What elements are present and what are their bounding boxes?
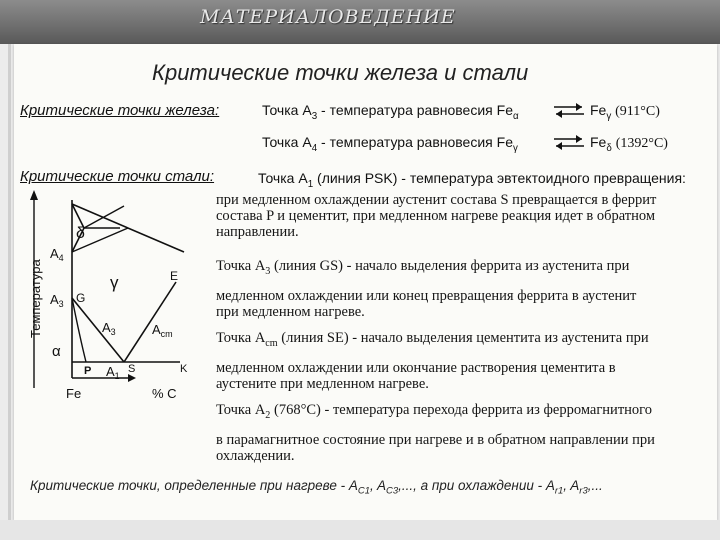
ac3: A [377,478,387,493]
footer-end: ,... [587,478,603,493]
frame-left [8,44,11,520]
k-label: K [180,363,188,375]
footer-text-2: ,..., а при охлаждении - [398,478,546,493]
para-line: охлаждении. [216,447,295,464]
alpha-label: α [52,343,61,360]
ar3: A [570,478,580,493]
delta-top-line [84,206,124,228]
para-line: в парамагнитное состояние при нагреве и в обратном направлении при [216,431,655,448]
a1-sub: 1 [307,178,314,190]
para-a2-sub: 2 [265,409,271,421]
ar1-sub: r1 [554,485,564,497]
delta-label: δ [76,225,85,242]
a3-sub: 3 [311,110,318,122]
ar1: A [545,478,555,493]
header-title: МАТЕРИАЛОВЕДЕНИЕ [200,6,456,28]
iron-a4-line [262,134,518,154]
a4-left-sub: γ [512,142,518,154]
a3-mid-label: $A_3$ [102,320,116,337]
para-a2-rest: (768°C) - температура перехода феррита из ферромагнитного [270,402,653,418]
a3-right-sub: γ [606,110,612,122]
a4-right-sub: δ [606,142,612,154]
e-label: E [170,269,179,283]
para-line: аустените при медленном нагреве. [216,375,429,392]
para-acm-sub: cm [265,337,278,349]
s-label: S [128,363,136,375]
para-a3-rest: (линия GS) - начало выделения феррита из аустенита при [270,258,630,274]
ac3-sub: C3 [386,485,399,497]
frame-bottom [0,520,720,540]
para-acm-prefix: Точка А [216,330,266,346]
steel-points-label: Критические точки стали: [20,168,215,185]
iron-a3-right [590,102,660,122]
para-a3 [216,258,636,320]
para-a3-sub: 3 [265,265,271,277]
fe-label: Fe [66,386,82,401]
para-acm [216,330,649,392]
iron-a3-line [262,102,519,122]
equilibrium-arrow-icon [552,132,586,152]
acm-label: $A_{cm}$ [152,322,173,339]
a3-text: - температура равновесия Fe [317,102,513,118]
a4-text: - температура равновесия Fe [317,134,513,150]
a3-label: $A_3$ [50,292,64,309]
para-line: медленном охлаждении или окончание растворения цементита в [216,359,616,376]
equilibrium-arrow-icon [552,100,586,120]
para-line: медленном охлаждении или конец превращения феррита в аустенит [216,287,637,304]
gs-line [72,298,124,362]
para-a2 [216,402,655,464]
iron-a4-right [590,134,668,154]
para-line: состава P и цементит, при медленном нагреве реакция идет в обратном [216,208,656,224]
para-a2-prefix: Точка А [216,402,266,418]
a3-prefix: Точка А [262,102,312,118]
a4-prefix: Точка А [262,134,312,150]
a3-temp: (911°C) [615,104,660,119]
a1-rest: (линия PSK) - температура эвтектоидного превращения: [313,170,686,186]
iron-points-label: Критические точки железа: [20,102,220,119]
para-line: при медленном нагреве. [216,303,365,320]
a4-right: Fe [590,134,607,150]
a3-right: Fe [590,102,607,118]
para-acm-rest: (линия SE) - начало выделения цементита из аустенита при [277,330,649,346]
a4-temp: (1392°C) [615,136,668,151]
slide-title: Критические точки железа и стали [152,60,529,85]
para-line: при медленном охлаждении аустенит состава S превращается в феррит [216,192,657,208]
footer-text: Критические точки, определенные при нагреве - [30,478,349,493]
a3-left-sub: α [512,110,519,122]
y-axis-arrow-icon [30,190,38,200]
sep: , [369,478,377,493]
ar3-sub: r3 [579,485,588,497]
x-axis-arrow-icon [128,374,136,382]
se-line [124,282,176,362]
fe-c-diagram [20,188,196,408]
g-label: G [76,291,86,305]
sep: , [563,478,571,493]
p-label: P [84,365,92,377]
carbon-percent-label: % С [152,386,177,401]
a4-sub: 4 [311,142,318,154]
ac1: A [348,478,358,493]
para-line: направлении. [216,224,299,240]
ac1-sub: C1 [357,485,370,497]
para-a3-prefix: Точка А [216,258,266,274]
a1-prefix: Точка А [258,170,308,186]
a4-label: $A_4$ [50,246,64,263]
footer-note [30,478,603,497]
y-axis-label: Температура [28,259,43,338]
para-a1-heading [258,170,686,190]
gamma-label: γ [110,273,119,292]
para-a1-body [216,192,656,240]
a1-label: $A_1$ [106,364,120,381]
